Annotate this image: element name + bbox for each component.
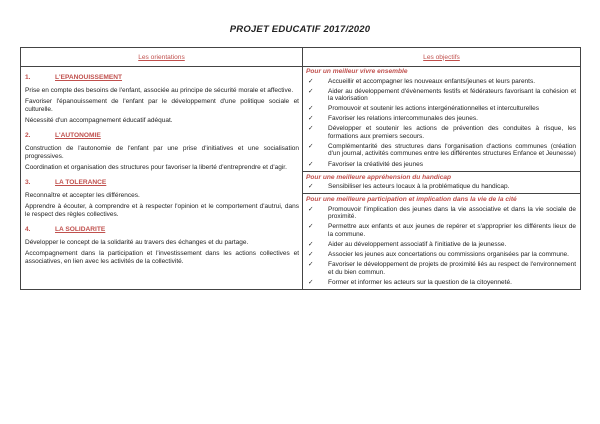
objective-item	[306, 279, 576, 287]
orientation-paragraph: Prise en compte des besoins de l'enfant, associée au principe de sécurité morale et affective.	[25, 87, 294, 94]
objective-group-heading: Pour un meilleur vivre ensemble	[306, 68, 408, 75]
checkmark-icon: ✓	[308, 278, 314, 286]
checkmark-icon: ✓	[308, 205, 314, 213]
objectives-list	[303, 67, 580, 286]
checkmark-icon: ✓	[308, 142, 314, 150]
orientation-section	[25, 179, 299, 219]
orientation-paragraph: Accompagnement dans la participation et l'investissement dans les actions collectives et associatives, en lien avec les activités de la collectivité.	[25, 250, 299, 265]
checkmark-icon: ✓	[308, 183, 314, 191]
orientation-label: LA SOLIDARITE	[55, 226, 106, 233]
orientation-number: 2.	[25, 132, 31, 139]
orientation-paragraph: Construction de l'autonomie de l'enfant par une prise d'initiatives et une socialisation progressives.	[25, 145, 299, 160]
checkmark-icon: ✓	[308, 261, 314, 269]
objective-text: Sensibiliser les acteurs locaux à la problématique du handicap.	[328, 183, 510, 191]
objective-text: Permettre aux enfants et aux jeunes de repérer et s'approprier les différents lieux de la commune.	[328, 223, 576, 238]
objective-item	[306, 88, 576, 103]
orientations-cell	[21, 67, 303, 290]
objective-item	[306, 241, 576, 249]
orientation-paragraph: Coordination et organisation des structures pour favoriser la liberté d'entreprendre et d'agir.	[25, 164, 287, 171]
checkmark-icon: ✓	[308, 87, 314, 95]
objective-text: Développer et soutenir les actions de prévention des conduites à risque, les formations aux premiers secours.	[328, 125, 576, 140]
table-header-row	[21, 48, 581, 67]
objective-text: Favoriser le développement de projets de proximité liés au respect de l'environnement et du bien commun.	[328, 261, 577, 276]
objective-item	[306, 223, 576, 238]
orientation-objectives-table	[20, 47, 581, 290]
orientation-number: 4.	[25, 226, 31, 233]
table-body-row	[21, 67, 581, 290]
orientation-label: L'AUTONOMIE	[55, 132, 101, 139]
objective-text: Aider au développement associatif à l'initiative de la jeunesse.	[328, 240, 507, 248]
orientation-paragraph: Apprendre à écouter, à comprendre et à respecter l'opinion et le comportement d'autrui, dans le respect des règles collectives.	[25, 203, 299, 218]
orientation-paragraph: Favoriser l'épanouissement de l'enfant par le développement d'une politique sociale et culturelle.	[25, 98, 299, 113]
objectives-cell	[303, 67, 581, 290]
objective-item	[306, 105, 576, 113]
objective-item	[306, 125, 576, 140]
objectives-header: Les objectifs	[303, 48, 581, 67]
objective-list	[306, 78, 576, 169]
objective-item	[306, 143, 576, 158]
objective-item	[306, 261, 576, 276]
checkmark-icon: ✓	[308, 160, 314, 168]
objective-text: Aider au développement d'évènements festifs et fédérateurs favorisant la cohésion et la valorisation	[328, 87, 576, 103]
objective-group-heading: Pour une meilleure participation et implication dans la vie de la cité	[303, 193, 580, 206]
page-title: PROJET EDUCATIF 2017/2020	[229, 24, 371, 35]
checkmark-icon: ✓	[308, 223, 314, 231]
objective-text: Accueillir et accompagner les nouveaux enfants/jeunes et leurs parents.	[328, 77, 536, 85]
objective-text: Associer les jeunes aux concertations ou commissions organisées par la commune.	[328, 251, 569, 259]
checkmark-icon: ✓	[308, 77, 314, 85]
objective-text: Complémentarité des structures dans l'organisation d'actions communes (création d'un journal, activités communes entre les différentes structures Enfance et Jeunesse)	[328, 142, 576, 158]
objective-list	[306, 206, 576, 286]
objective-item	[306, 206, 576, 221]
orientation-paragraph: Développer le concept de la solidarité au travers des échanges et du partage.	[25, 239, 249, 246]
checkmark-icon: ✓	[308, 251, 314, 259]
orientation-paragraph: Nécessité d'un accompagnement éducatif adéquat.	[25, 117, 173, 124]
objective-text: Favoriser les relations intercommunales des jeunes.	[328, 115, 478, 123]
orientation-label: LA TOLERANCE	[55, 179, 107, 186]
objective-item	[306, 78, 576, 86]
objective-group-heading: Pour une meilleure appréhension du handicap	[303, 171, 580, 184]
objective-text: Favoriser la créativité des jeunes	[328, 160, 424, 168]
checkmark-icon: ✓	[308, 240, 314, 248]
orientation-heading	[25, 179, 299, 188]
orientation-heading	[25, 74, 299, 83]
orientation-heading	[25, 132, 299, 141]
orientations-list	[21, 74, 302, 266]
orientation-section	[25, 132, 299, 172]
objective-text: Promouvoir et soutenir les actions intergénérationnelles et interculturelles	[328, 105, 539, 113]
orientation-paragraph: Reconnaître et accepter les différences.	[25, 192, 140, 199]
objective-item	[306, 115, 576, 123]
objective-list	[306, 183, 576, 191]
orientation-number: 1.	[25, 74, 31, 81]
orientations-header: Les orientations	[21, 48, 303, 67]
checkmark-icon: ✓	[308, 105, 314, 113]
objective-item	[306, 251, 576, 259]
objective-text: Promouvoir l'implication des jeunes dans la vie associative et dans la vie sociale de proximité.	[328, 205, 576, 221]
objective-item	[306, 183, 576, 191]
objective-text: Former et informer les acteurs sur la question de la citoyenneté.	[328, 278, 512, 286]
objective-item	[306, 161, 576, 169]
checkmark-icon: ✓	[308, 115, 314, 123]
orientation-heading	[25, 226, 299, 235]
orientation-label: L'EPANOUISSEMENT	[55, 74, 123, 81]
orientation-section	[25, 74, 299, 125]
orientation-number: 3.	[25, 179, 31, 186]
checkmark-icon: ✓	[308, 125, 314, 133]
orientation-section	[25, 226, 299, 266]
